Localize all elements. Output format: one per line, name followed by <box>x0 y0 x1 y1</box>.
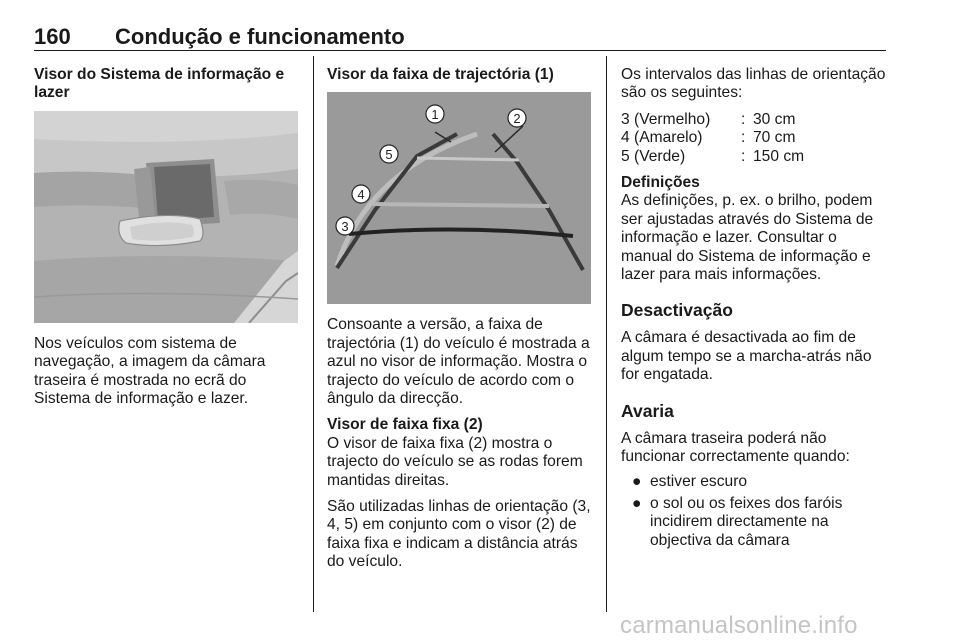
trajectory-lane-heading: Visor da faixa de trajectória (1) <box>327 66 554 83</box>
infotainment-display-text: Nos veículos com sistema de navegação, a imagem da câmara traseira é mostrada no ecrã do Sistema de informação e lazer. <box>34 334 266 408</box>
callout-4-label: 4 <box>357 187 365 203</box>
bullet-icon: ● <box>632 494 642 512</box>
list-item-text: estiver escuro <box>650 472 748 490</box>
column-divider-2 <box>606 56 607 612</box>
deactivation-text: A câmara é desactivada ao fim de algum tempo se a marcha-atrás não for engatada. <box>621 329 872 384</box>
interval-separator: : <box>741 129 746 147</box>
callout-3-icon <box>336 217 354 235</box>
interval-value: 150 cm <box>753 147 805 165</box>
callout-1-label: 1 <box>431 107 439 123</box>
interval-value: 30 cm <box>753 110 796 128</box>
interval-separator: : <box>741 110 746 128</box>
column-divider-1 <box>313 56 314 612</box>
interval-name: 5 (Verde) <box>621 147 686 165</box>
column-1 <box>34 66 300 408</box>
guidelines-text: São utilizadas linhas de orientação (3, 4, 5) em conjunto com o visor (2) de faixa fixa e indicam a distância atrás do veículo. <box>327 498 591 571</box>
trajectory-lanes-diagram <box>327 92 591 304</box>
interval-name: 3 (Vermelho) <box>621 110 711 128</box>
fault-heading: Avaria <box>621 400 674 421</box>
dashboard-screen-illustration <box>34 111 298 323</box>
interval-name: 4 (Amarelo) <box>621 129 703 147</box>
page-number: 160 <box>34 24 71 49</box>
fixed-lane-subheading: Visor de faixa fixa (2) <box>327 416 483 434</box>
list-item-text: o sol ou os feixes dos faróis incidirem directamente na objectiva da câmara <box>650 494 843 549</box>
guideline-5 <box>417 158 519 160</box>
watermark: carmanualsonline.info <box>620 612 858 639</box>
callout-2-label: 2 <box>513 111 521 127</box>
interval-separator: : <box>741 147 746 165</box>
callout-1-icon <box>426 105 444 123</box>
list-item <box>621 473 887 491</box>
deactivation-heading: Desactivação <box>621 300 733 321</box>
infotainment-display-heading: Visor do Sistema de informação e lazer <box>34 66 285 102</box>
fixed-lane-text: O visor de faixa fixa (2) mostra o trajecto do veículo se as rodas forem mantidas direitas. <box>327 434 583 489</box>
callout-2-icon <box>508 109 526 127</box>
fault-list <box>621 473 887 551</box>
column-3 <box>621 66 887 554</box>
definitions-text: As definições, p. ex. o brilho, podem ser ajustadas através do Sistema de informação e lazer. Consultar o manual do Sistema de informação e lazer para mais informações. <box>621 192 874 284</box>
fault-text: A câmara traseira poderá não funcionar correctamente quando: <box>621 429 850 466</box>
page-title: Condução e funcionamento <box>115 24 405 49</box>
list-item <box>621 495 887 550</box>
interval-row <box>621 129 887 147</box>
definitions-heading: Definições <box>621 174 700 192</box>
intervals-intro: Os intervalos das linhas de orientação são os seguintes: <box>621 66 886 102</box>
callout-5-icon <box>380 145 398 163</box>
column-2 <box>327 66 592 572</box>
interval-row <box>621 148 887 166</box>
callout-4-icon <box>352 185 370 203</box>
bullet-icon: ● <box>632 472 642 490</box>
interval-value: 70 cm <box>753 129 796 147</box>
callout-3-label: 3 <box>341 219 349 235</box>
trajectory-lane-text: Consoante a versão, a faixa de trajectória (1) do veículo é mostrada a azul no visor de informação. Mostra o trajecto do veículo de acordo com o ângulo da direcção. <box>327 316 590 408</box>
intervals-table <box>621 111 887 166</box>
header-rule <box>34 50 886 51</box>
callout-5-label: 5 <box>385 147 393 163</box>
interval-row <box>621 111 887 129</box>
guideline-4 <box>373 204 549 206</box>
